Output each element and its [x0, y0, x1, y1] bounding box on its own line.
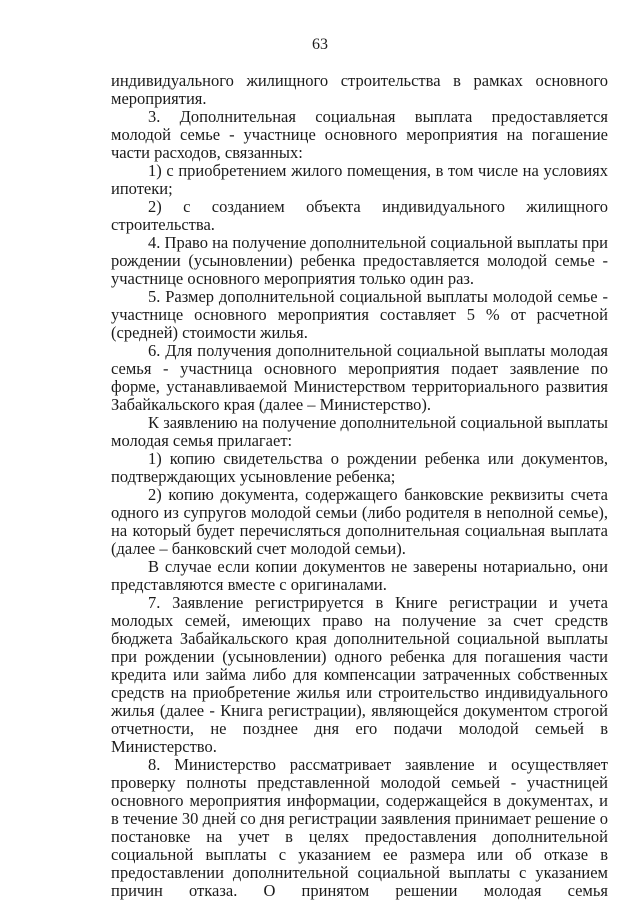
paragraph-item-6: 6. Для получения дополнительной социальной выплаты молодая семья - участница основного мероприятия подает заявление по форме, устанавливаемой Министерством территориального развития Забайкальского края (далее – Министерство). — [111, 341, 608, 414]
paragraph-item-7: 7. Заявление регистрируется в Книге регистрации и учета молодых семей, имеющих право на получение за счет средств бюджета Забайкальского края дополнительной социальной выплаты при рождении (усыновлении) одного ребенка для погашения части кредита или займа либо для компенсации затраченных собственных средств на приобретение жилья или строительство индивидуального жилья (далее - Книга регистрации), являющейся документом строгой отчетности, не позднее дня его подачи молодой семьей в Министерство. — [111, 593, 608, 756]
paragraph-attachment-1: 1) копию свидетельства о рождении ребенка или документов, подтверждающих усыновление ребенка; — [111, 449, 608, 486]
paragraph-item-4: 4. Право на получение дополнительной социальной выплаты при рождении (усыновлении) ребенка предоставляется молодой семье - участнице основного мероприятия только один раз. — [111, 233, 608, 288]
paragraph-subitem-1: 1) с приобретением жилого помещения, в том числе на условиях ипотеки; — [111, 161, 608, 198]
paragraph-attachment-2: 2) копию документа, содержащего банковские реквизиты счета одного из супругов молодой семьи (либо родителя в неполной семье), на который будет перечисляться дополнительная социальная выплата (далее – банковский счет молодой семьи). — [111, 485, 608, 558]
paragraph-notarization-note: В случае если копии документов не заверены нотариально, они представляются вместе с оригиналами. — [111, 557, 608, 594]
paragraph-item-3: 3. Дополнительная социальная выплата предоставляется молодой семье - участнице основного мероприятия на погашение части расходов, связанных: — [111, 107, 608, 162]
paragraph-item-5: 5. Размер дополнительной социальной выплаты молодой семье - участнице основного мероприятия составляет 5 % от расчетной (средней) стоимости жилья. — [111, 287, 608, 342]
paragraph-item-8: 8. Министерство рассматривает заявление и осуществляет проверку полноты представленной молодой семьей - участницей основного мероприятия информации, содержащейся в документах, и в течение 30 дней со дня регистрации заявления принимает решение о постановке на учет в целях предоставления дополнительной социальной выплаты с указанием ее размера или об отказе в предоставлении дополнительной социальной выплаты с указанием причин отказа. О принятом решении молодая семья — [111, 755, 608, 900]
paragraph-subitem-2: 2) с созданием объекта индивидуального жилищного строительства. — [111, 197, 608, 234]
paragraph-continuation: индивидуального жилищного строительства в рамках основного мероприятия. — [111, 71, 608, 108]
paragraph-attachments-intro: К заявлению на получение дополнительной социальной выплаты молодая семья прилагает: — [111, 413, 608, 450]
document-body — [111, 72, 608, 900]
page-number: 63 — [312, 36, 328, 53]
